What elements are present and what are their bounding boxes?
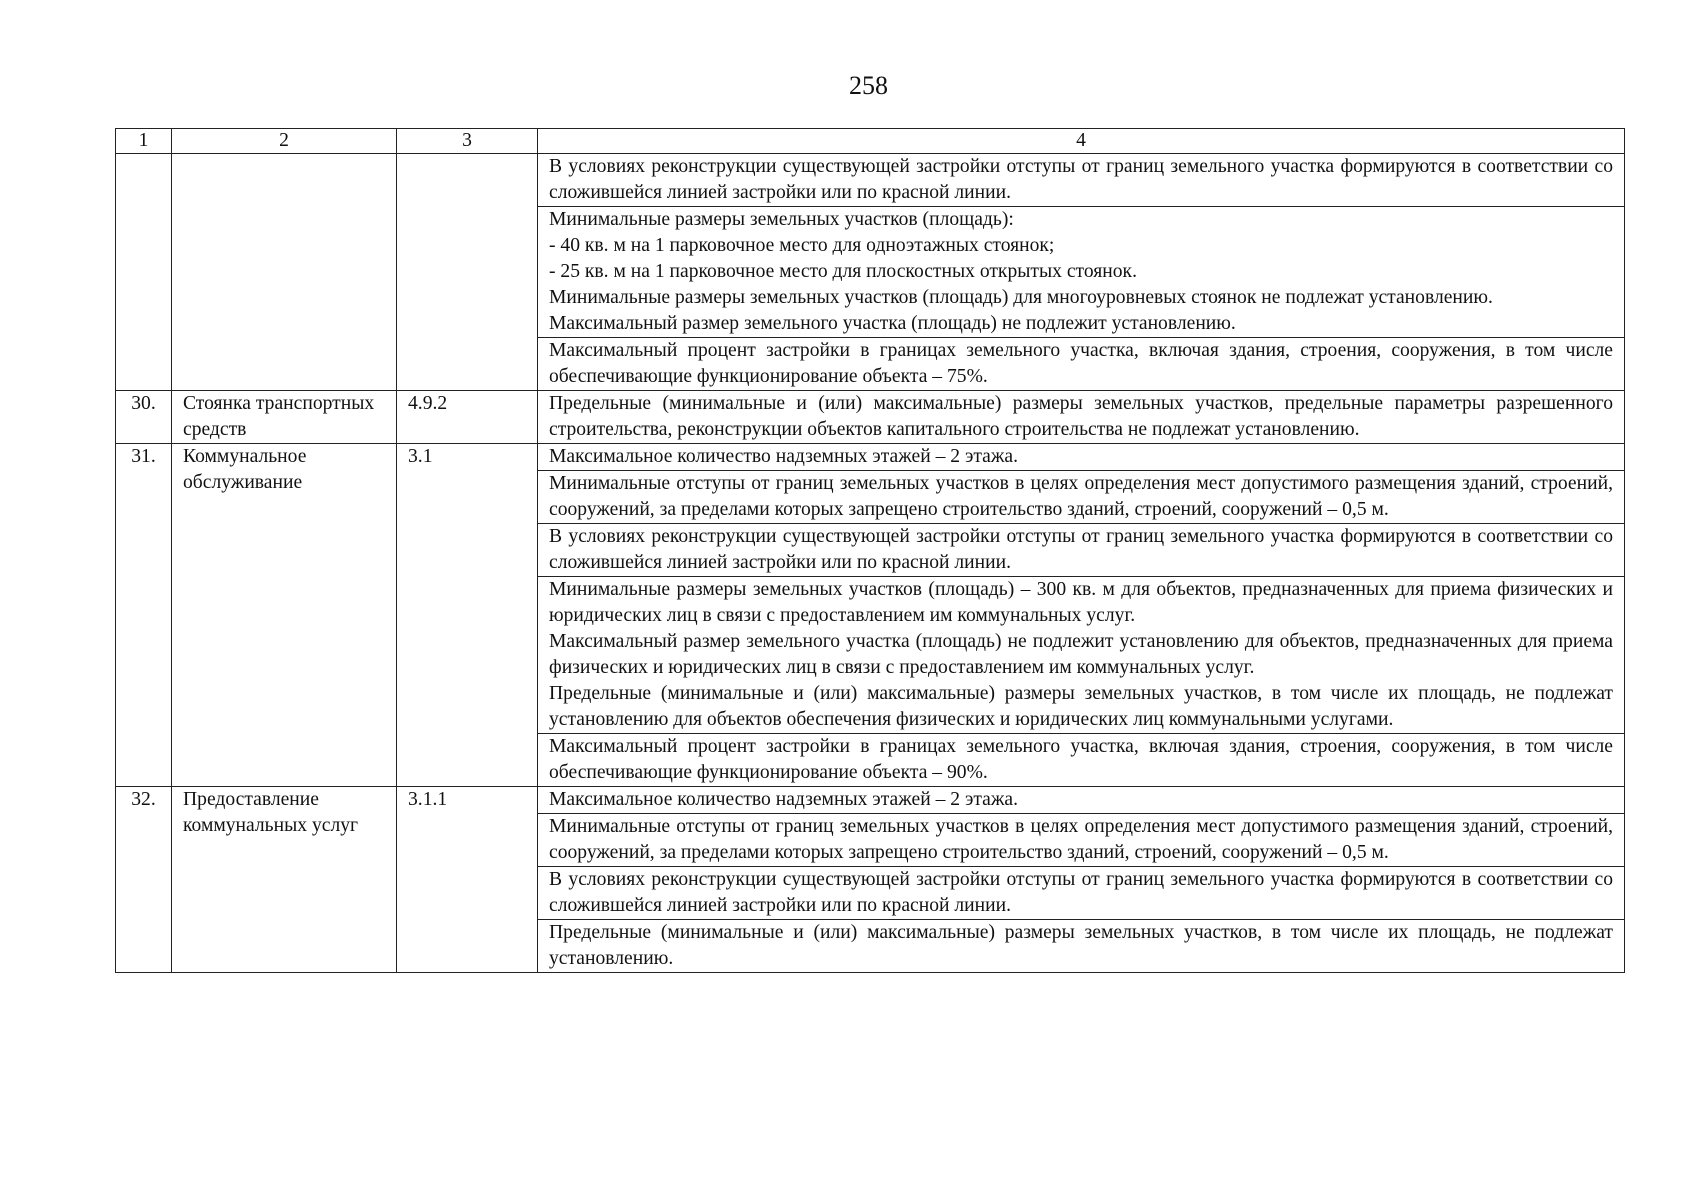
parameter-text: В условиях реконструкции существующей застройки отступы от границ земельного участка формируются в соответствии со сложившейся линией застройки или по красной линии.	[549, 869, 1613, 916]
parameter-cell	[538, 207, 1625, 338]
parameter-text: Предельные (минимальные и (или) максимальные) размеры земельных участков, предельные параметры разрешенного строительства, реконструкции объектов капитального строительства не подлежат установлению.	[549, 393, 1613, 440]
page-number: 258	[849, 71, 888, 100]
parameter-cell	[538, 577, 1625, 734]
parameter-text: В условиях реконструкции существующей застройки отступы от границ земельного участка формируются в соответствии со сложившейся линией застройки или по красной линии.	[549, 156, 1613, 203]
parameter-cell	[538, 444, 1625, 471]
column-header-4: 4	[538, 129, 1625, 154]
use-code-cell: 3.1.1	[397, 787, 538, 973]
parameter-cell	[538, 471, 1625, 524]
parameter-cell	[538, 814, 1625, 867]
parameter-text: Минимальные отступы от границ земельных участков в целях определения мест допустимого размещения зданий, строений, сооружений, за пределами которых запрещено строительство зданий, строений, сооружений – 0,5 м.	[549, 816, 1613, 863]
header-row	[116, 129, 1625, 154]
parameter-text: Минимальные размеры земельных участков (площадь) – 300 кв. м для объектов, предназначенных для приема физических и юридических лиц в связи с предоставлением им коммунальных услуг.	[549, 579, 1613, 626]
parameter-cell	[538, 391, 1625, 444]
parameter-cell	[538, 920, 1625, 973]
use-name-cell	[172, 154, 397, 391]
parameter-text: Минимальные отступы от границ земельных участков в целях определения мест допустимого размещения зданий, строений, сооружений, за пределами которых запрещено строительство зданий, строений, сооружений – 0,5 м.	[549, 473, 1613, 520]
row-number-cell: 30.	[116, 391, 172, 444]
row-number-cell: 31.	[116, 444, 172, 787]
parameter-text: Максимальное количество надземных этажей – 2 этажа.	[549, 446, 1019, 467]
parameter-cell	[538, 524, 1625, 577]
parameter-cell	[538, 787, 1625, 814]
column-header-2: 2	[172, 129, 397, 154]
regulations-table	[115, 128, 1625, 973]
use-code-cell: 4.9.2	[397, 391, 538, 444]
parameter-text: Минимальные размеры земельных участков (площадь):	[549, 209, 1014, 230]
parameter-cell	[538, 734, 1625, 787]
parameter-text: В условиях реконструкции существующей застройки отступы от границ земельного участка формируются в соответствии со сложившейся линией застройки или по красной линии.	[549, 526, 1613, 573]
parameter-text: - 40 кв. м на 1 парковочное место для одноэтажных стоянок;	[549, 235, 1055, 256]
use-name-cell: Коммунальное обслуживание	[172, 444, 397, 787]
parameter-cell	[538, 154, 1625, 207]
parameter-text: Предельные (минимальные и (или) максимальные) размеры земельных участков, в том числе их площадь, не подлежат установлению.	[549, 922, 1613, 969]
parameter-text: Максимальный размер земельного участка (площадь) не подлежит установлению для объектов, предназначенных для приема физических и юридических лиц в связи с предоставлением им коммунальных услуг.	[549, 631, 1613, 678]
table-row	[116, 787, 1625, 814]
use-code-cell	[397, 154, 538, 391]
parameter-cell	[538, 867, 1625, 920]
use-name-cell: Предоставление коммунальных услуг	[172, 787, 397, 973]
table-row	[116, 154, 1625, 207]
column-header-3: 3	[397, 129, 538, 154]
parameter-text: Минимальные размеры земельных участков (площадь) для многоуровневых стоянок не подлежат установлению.	[549, 287, 1493, 308]
column-header-1: 1	[116, 129, 172, 154]
parameter-text: Максимальное количество надземных этажей – 2 этажа.	[549, 789, 1019, 810]
table-row	[116, 391, 1625, 444]
table-row	[116, 444, 1625, 471]
parameter-text: Максимальный размер земельного участка (площадь) не подлежит установлению.	[549, 313, 1236, 334]
row-number-cell: 32.	[116, 787, 172, 973]
parameter-text: Предельные (минимальные и (или) максимальные) размеры земельных участков, в том числе их площадь, не подлежат установлению для объектов обеспечения физических и юридических лиц коммунальными услугами.	[549, 683, 1613, 730]
use-name-cell: Стоянка транспортных средств	[172, 391, 397, 444]
parameter-cell	[538, 338, 1625, 391]
row-number-cell	[116, 154, 172, 391]
parameter-text: - 25 кв. м на 1 парковочное место для плоскостных открытых стоянок.	[549, 261, 1137, 282]
parameter-text: Максимальный процент застройки в границах земельного участка, включая здания, строения, сооружения, в том числе обеспечивающие функционирование объекта – 90%.	[549, 736, 1613, 783]
parameter-text: Максимальный процент застройки в границах земельного участка, включая здания, строения, сооружения, в том числе обеспечивающие функционирование объекта – 75%.	[549, 340, 1613, 387]
use-code-cell: 3.1	[397, 444, 538, 787]
